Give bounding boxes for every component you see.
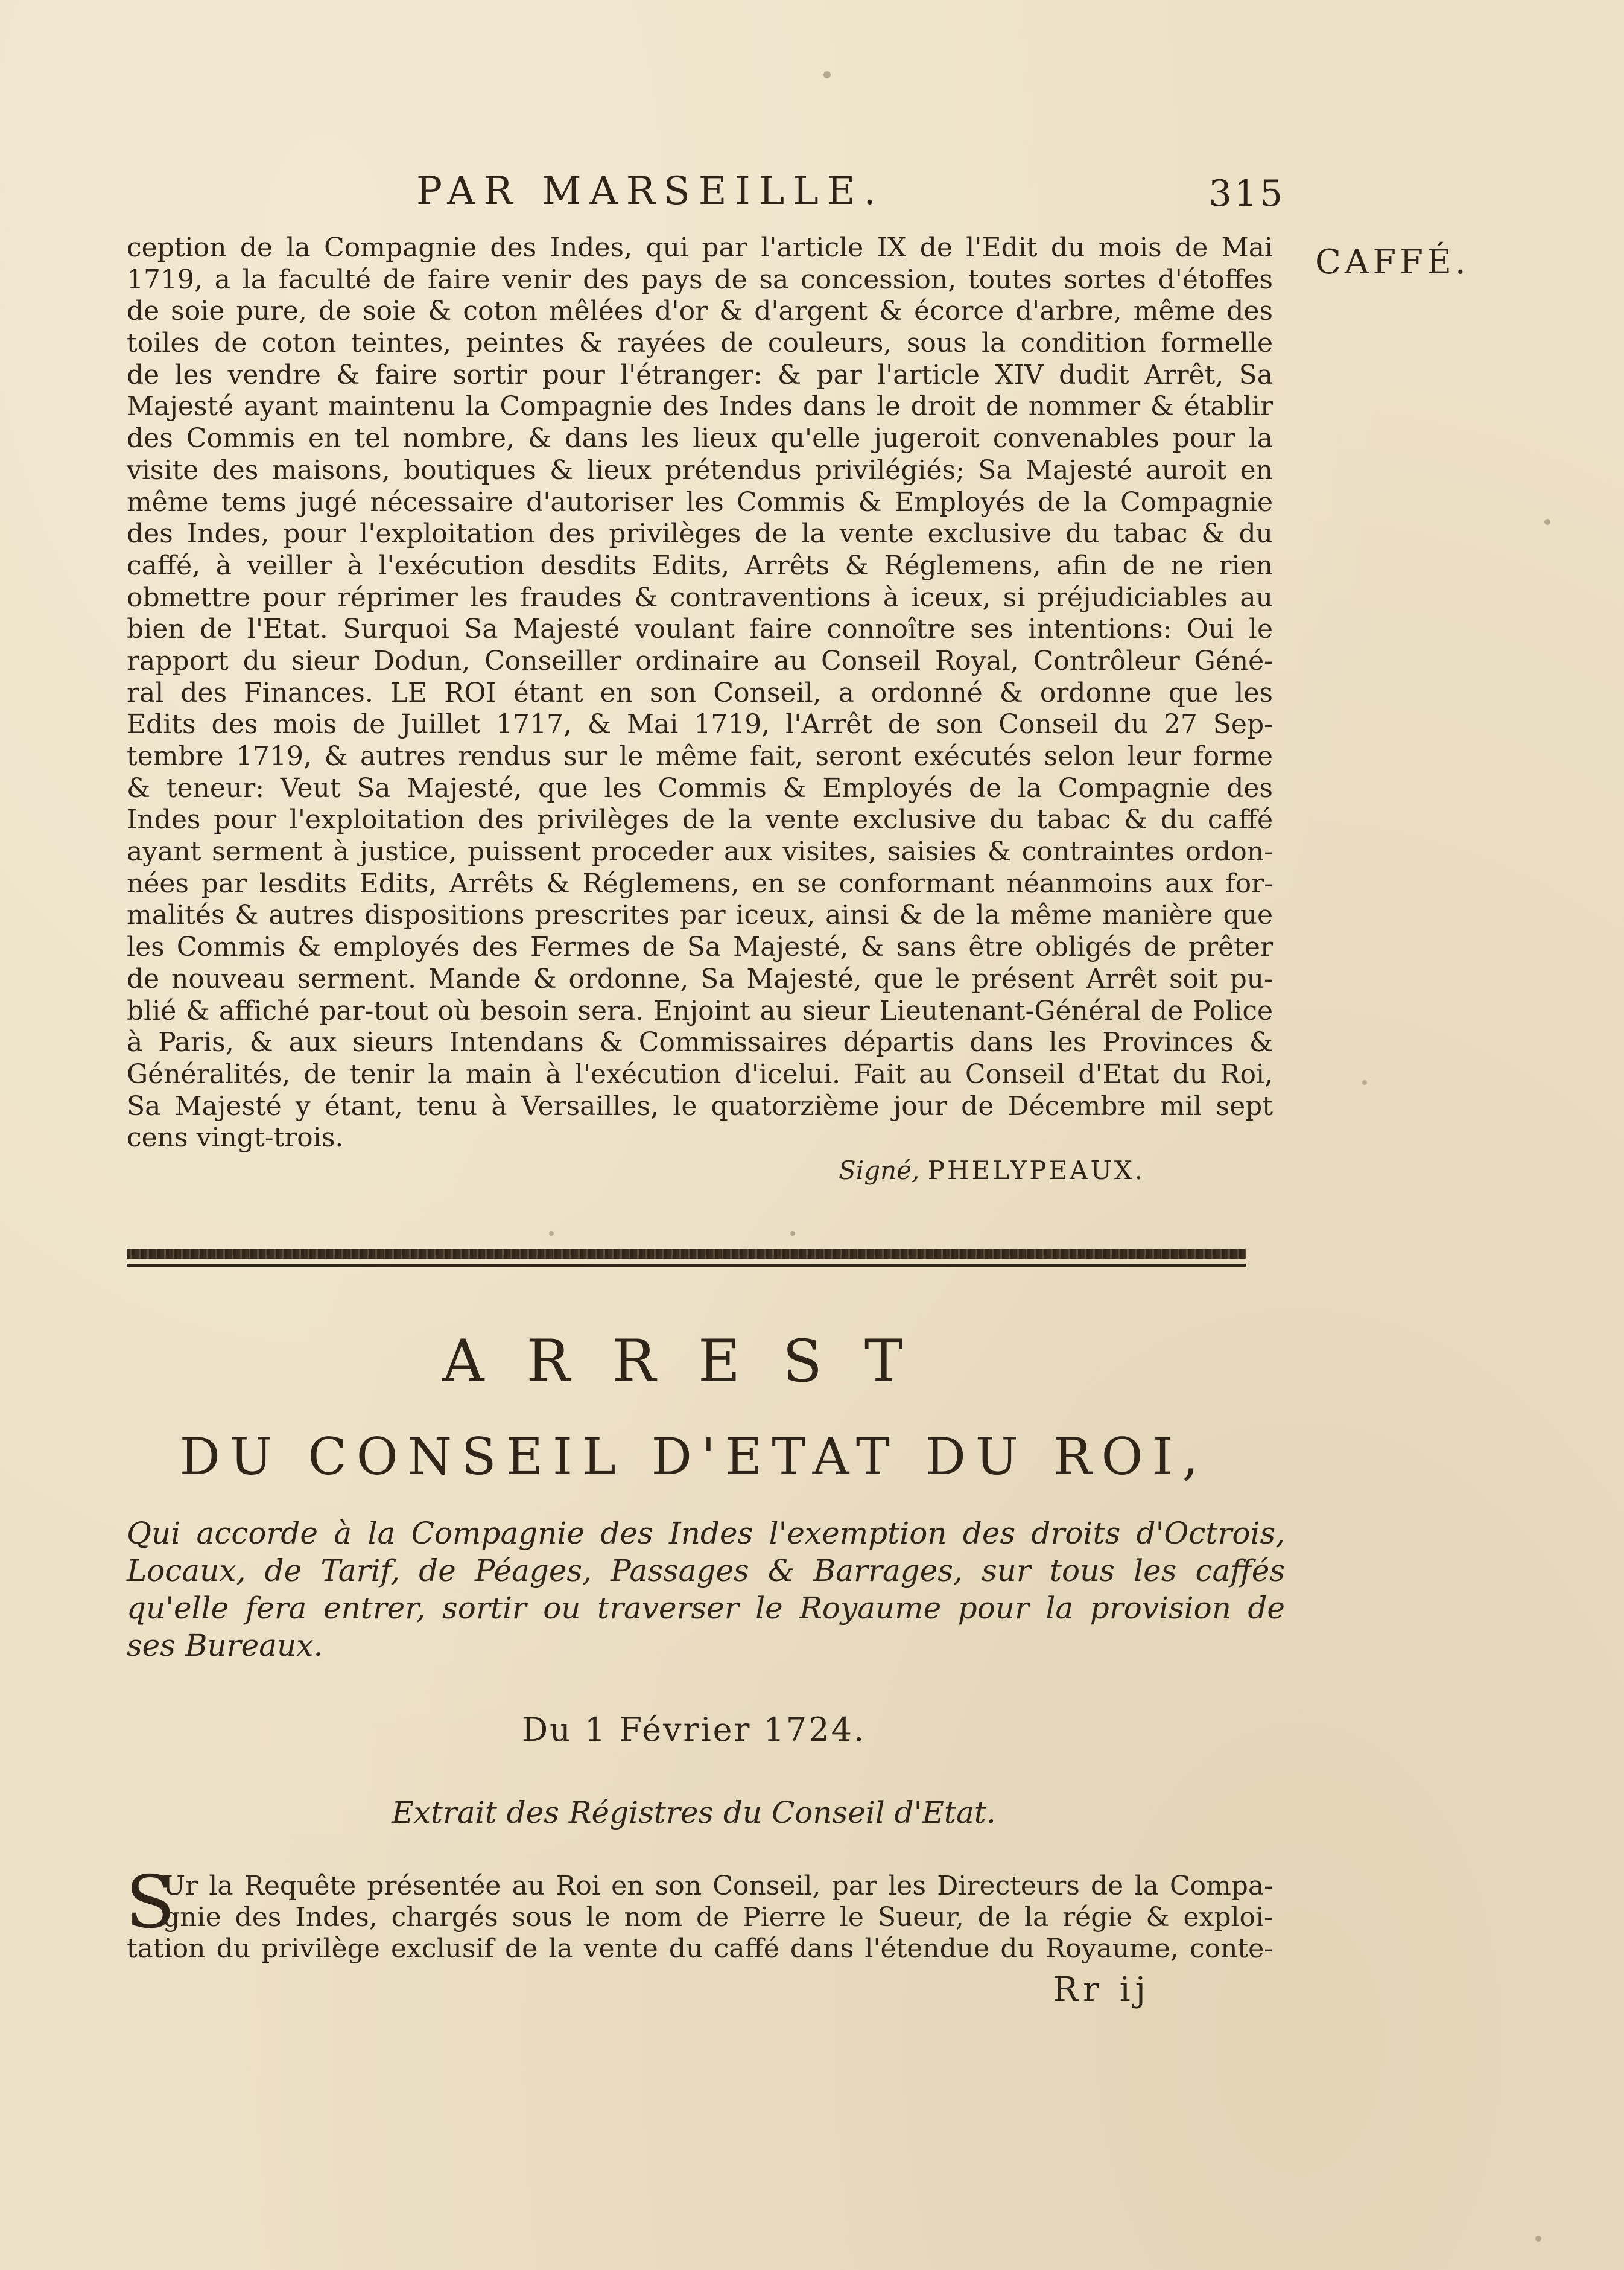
- running-title: PAR MARSEILLE.: [416, 169, 884, 214]
- text-line: des Commis en tel nombre, & dans les lieux qu'elle jugeroit convenables pour la: [127, 423, 1273, 454]
- text-line: Edits des mois de Juillet 1717, & Mai 1719, l'Arrêt de son Conseil du 27 Sep-: [127, 709, 1273, 740]
- text-line: de soie pure, de soie & coton mêlées d'or & d'argent & écorce d'arbre, même des: [127, 296, 1273, 327]
- text-line: de les vendre & faire sortir pour l'étranger: & par l'article XIV dudit Arrêt, Sa: [127, 359, 1273, 390]
- text-line: à Paris, & aux sieurs Intendans & Commissaires départis dans les Provinces &: [127, 1027, 1273, 1058]
- page-number: 315: [1208, 173, 1285, 215]
- text-line: 1719, a la faculté de faire venir des pays de sa concession, toutes sortes d'étoffes: [127, 264, 1273, 295]
- subtitle-line: qu'elle fera entrer, sortir ou traverser le Royaume pour la provision de: [127, 1591, 1285, 1626]
- text-line: gnie des Indes, chargés sous le nom de Pierre le Sueur, de la régie & exploi-: [163, 1902, 1273, 1933]
- text-line: & teneur: Veut Sa Majesté, que les Commis & Employés de la Compagnie des: [127, 772, 1273, 804]
- extrait-heading: Extrait des Régistres du Conseil d'Etat.: [392, 1795, 996, 1830]
- text-line: tation du privilège exclusif de la vente du caffé dans l'étendue du Royaume, conte-: [127, 1933, 1273, 1964]
- paper-speck: [1362, 1080, 1367, 1085]
- signature-name: PHELYPEAUX.: [927, 1156, 1146, 1185]
- text-line: ayant serment à justice, puissent proceder aux visites, saisies & contraintes ordon-: [127, 836, 1273, 868]
- paper-speck: [1544, 519, 1550, 525]
- paper-speck: [1535, 2236, 1541, 2242]
- decree-subtitle: [127, 1515, 1285, 1664]
- decree-date: Du 1 Février 1724.: [521, 1711, 866, 1749]
- text-line: rapport du sieur Dodun, Conseiller ordinaire au Conseil Royal, Contrôleur Géné-: [127, 645, 1273, 676]
- text-line: caffé, à veiller à l'exécution desdits Edits, Arrêts & Réglemens, afin de ne rien: [127, 550, 1273, 581]
- text-line: obmettre pour réprimer les fraudes & contraventions à iceux, si préjudiciables au: [127, 582, 1273, 613]
- text-line: de nouveau serment. Mande & ordonne, Sa Majesté, que le présent Arrêt soit pu-: [127, 963, 1273, 994]
- text-line: tembre 1719, & autres rendus sur le même fait, seront exécutés selon leur forme: [127, 741, 1273, 772]
- text-line: ral des Finances. LE ROI étant en son Conseil, a ordonné & ordonne que les: [127, 677, 1273, 708]
- text-line: Majesté ayant maintenu la Compagnie des Indes dans le droit de nommer & établir: [127, 391, 1273, 422]
- divider-rule: [127, 1264, 1246, 1267]
- page-header: [127, 169, 1285, 217]
- opening-paragraph: [125, 1861, 1273, 1965]
- text-line: Généralités, de tenir la main à l'exécution d'icelui. Fait au Conseil d'Etat du Roi,: [127, 1058, 1273, 1090]
- text-line: visite des maisons, boutiques & lieux prétendus privilégiés; Sa Majesté auroit en: [127, 454, 1273, 486]
- body-paragraph: [127, 232, 1273, 1154]
- subtitle-line: ses Bureaux.: [127, 1628, 323, 1663]
- text-line: des Indes, pour l'exploitation des privilèges de la vente exclusive du tabac & du: [127, 518, 1273, 550]
- signature-mark: Rr ij: [1053, 1970, 1151, 2009]
- drop-cap: S: [125, 1861, 176, 1945]
- paper-speck: [790, 1231, 795, 1236]
- text-line: cens vingt-trois.: [127, 1122, 344, 1154]
- signature-label: Signé,: [839, 1156, 920, 1185]
- paper-speck: [823, 71, 831, 78]
- text-line: nées par lesdits Edits, Arrêts & Réglemens, en se conformant néanmoins aux for-: [127, 868, 1273, 899]
- subtitle-line: Locaux, de Tarif, de Péages, Passages & Barrages, sur tous les caffés: [127, 1553, 1285, 1588]
- text-line: ception de la Compagnie des Indes, qui par l'article IX de l'Edit du mois de Mai: [127, 232, 1273, 263]
- subtitle-line: Qui accorde à la Compagnie des Indes l'exemption des droits d'Octrois,: [127, 1516, 1285, 1551]
- text-line: Ur la Requête présentée au Roi en son Conseil, par les Directeurs de la Compa-: [163, 1871, 1273, 1901]
- text-line: Indes pour l'exploitation des privilèges de la vente exclusive du tabac & du caffé: [127, 804, 1273, 836]
- text-line: malités & autres dispositions prescrites par iceux, ainsi & de la même manière que: [127, 900, 1273, 931]
- margin-note: CAFFÉ.: [1315, 243, 1470, 282]
- conseil-title: DU CONSEIL D'ETAT DU ROI,: [179, 1427, 1208, 1486]
- text-line: bien de l'Etat. Surquoi Sa Majesté voulant faire connoître ses intentions: Oui le: [127, 614, 1273, 645]
- text-line: même tems jugé nécessaire d'autoriser les Commis & Employés de la Compagnie: [127, 486, 1273, 518]
- signature: [839, 1156, 1145, 1185]
- text-line: Sa Majesté y étant, tenu à Versailles, le quatorzième jour de Décembre mil sept: [127, 1090, 1273, 1122]
- text-line: toiles de coton teintes, peintes & rayées de couleurs, sous la condition formelle: [127, 328, 1273, 359]
- arrest-title: ARREST: [442, 1327, 945, 1395]
- text-line: les Commis & employés des Fermes de Sa Majesté, & sans être obligés de prêter: [127, 932, 1273, 963]
- paper-speck: [549, 1231, 554, 1236]
- text-line: blié & affiché par-tout où besoin sera. Enjoint au sieur Lieutenant-Général de Police: [127, 995, 1273, 1026]
- ornamental-rule: [127, 1249, 1246, 1259]
